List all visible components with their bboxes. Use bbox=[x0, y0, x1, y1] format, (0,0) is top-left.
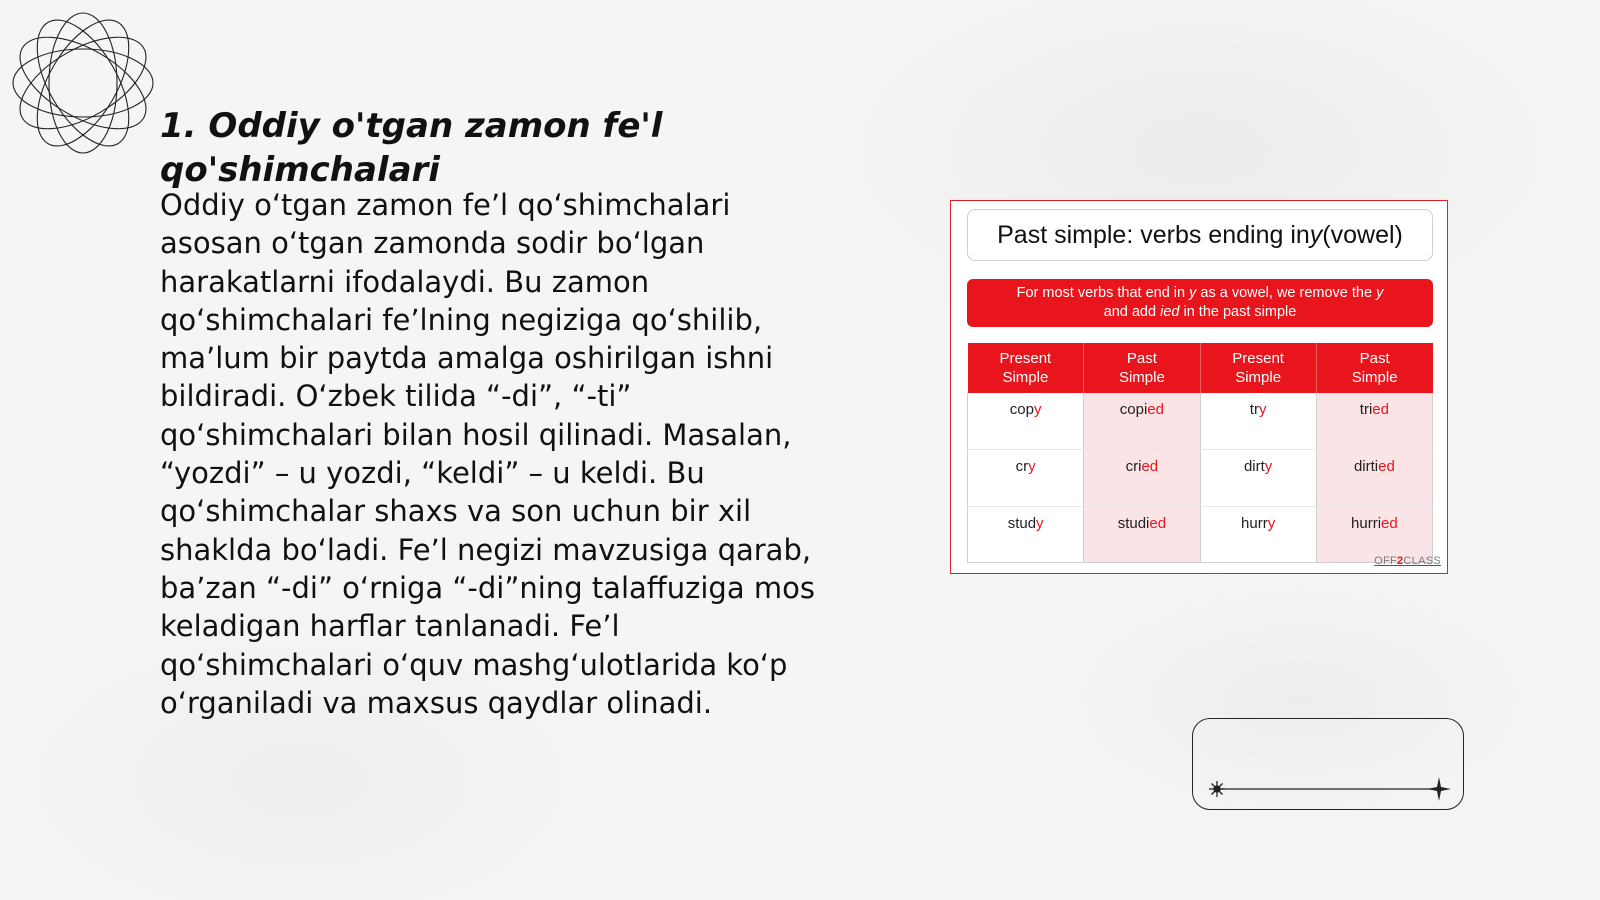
table-cell: tried bbox=[1316, 393, 1432, 450]
sparkle-icon bbox=[1209, 781, 1225, 797]
table-cell: cried bbox=[1084, 450, 1200, 507]
rule-text bbox=[1017, 284, 1384, 322]
table-cell: studied bbox=[1084, 506, 1200, 563]
rule-part: For most verbs that end in bbox=[1016, 285, 1190, 301]
table-cell: cry bbox=[968, 450, 1084, 507]
table-cell: copy bbox=[968, 393, 1084, 450]
decorative-frame bbox=[1192, 718, 1464, 810]
rule-y: y bbox=[1376, 285, 1384, 301]
decorative-line bbox=[1193, 719, 1465, 811]
slide-title: 1. Oddiy o'tgan zamon fe'l qo'shimchalari bbox=[160, 106, 663, 190]
table-cell: hurried bbox=[1316, 506, 1432, 563]
rule-part: in the past simple bbox=[1179, 304, 1297, 320]
header-past-simple: Past Simple bbox=[1084, 343, 1200, 393]
card-title-suffix: (vowel) bbox=[1322, 220, 1403, 249]
table-cell: hurry bbox=[1200, 506, 1316, 563]
slide-body-text: Oddiy o‘tgan zamon fe’l qo‘shimchalari asosan o‘tgan zamonda sodir bo‘lgan harakatlarni ifodalaydi. Bu zamon qo‘shimchalari fe’lning negiziga qo‘shilib, ma’lum bir paytda amalga oshirilgan ishni bildiradi. O‘zbek tilida “-di”, “-ti” qo‘shimchalari bilan hosil qilinadi. Masalan, “yozdi” – u yozdi, “keldi” – u keldi. Bu qo‘shimchalar shaxs va son uchun bir xil shaklda bo‘ladi. Fe’l negizi mavzusiga qarab, ba’zan “-di” o‘rniga “-di”ning talaffuziga mos keladigan harflar tanlanadi. Fe’l qo‘shimchalari o‘quv mashg‘ulotlarida ko‘p o‘rganiladi va maxsus qaydlar olinadi. bbox=[160, 188, 815, 720]
card-title-prefix: Past simple: verbs ending in bbox=[997, 220, 1310, 249]
table-row bbox=[968, 506, 1433, 563]
orbit-rings-icon bbox=[10, 10, 156, 156]
table-cell: dirty bbox=[1200, 450, 1316, 507]
table-header-row bbox=[968, 343, 1433, 393]
table-cell: study bbox=[968, 506, 1084, 563]
rule-part: as a vowel, we remove the bbox=[1196, 285, 1377, 301]
card-title bbox=[967, 209, 1433, 261]
header-past-simple: Past Simple bbox=[1316, 343, 1432, 393]
table-row bbox=[968, 393, 1433, 450]
grammar-card-image bbox=[950, 200, 1448, 574]
cross-star-icon bbox=[1427, 777, 1451, 801]
table-cell: dirtied bbox=[1316, 450, 1432, 507]
table-cell: copied bbox=[1084, 393, 1200, 450]
verb-table bbox=[967, 343, 1433, 563]
rule-y: y bbox=[1189, 285, 1197, 301]
rule-part: and add bbox=[1103, 304, 1161, 320]
rule-box bbox=[967, 279, 1433, 327]
table-cell: try bbox=[1200, 393, 1316, 450]
header-present-simple: Present Simple bbox=[1200, 343, 1316, 393]
offclass-logo: OFF2CLASS bbox=[1374, 555, 1441, 567]
rule-ied: ied bbox=[1160, 304, 1180, 320]
table-row bbox=[968, 450, 1433, 507]
card-title-letter: y bbox=[1309, 220, 1323, 249]
header-present-simple: Present Simple bbox=[968, 343, 1084, 393]
